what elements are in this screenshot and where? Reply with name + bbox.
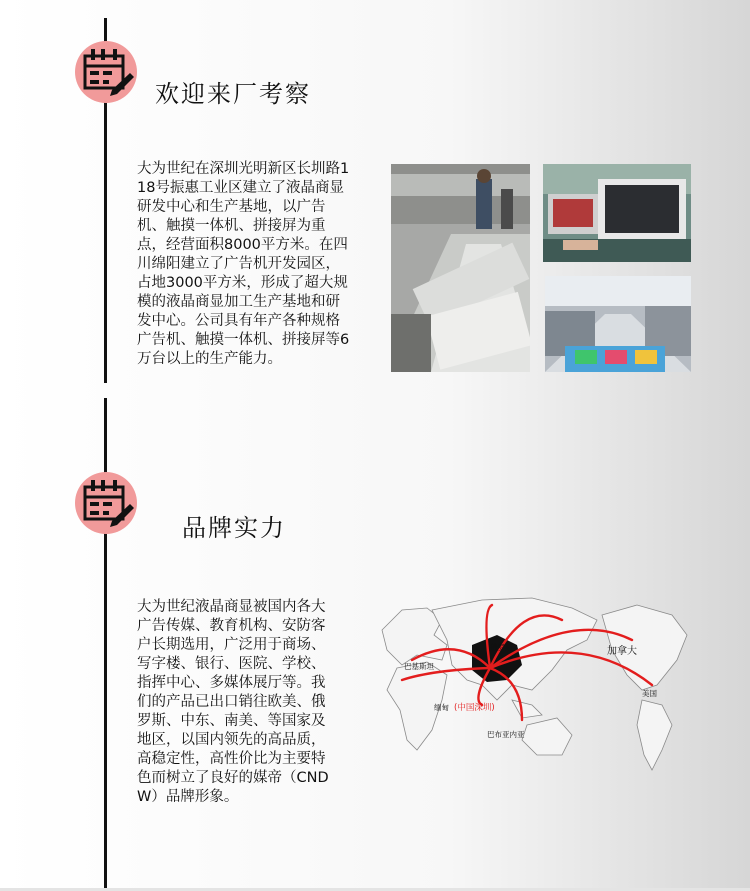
section-title-visit: 欢迎来厂考察 — [155, 80, 311, 108]
map-label-brazil: 巴基斯坦 — [404, 662, 434, 671]
map-label-myanmar: 缅甸 — [434, 703, 449, 712]
factory-photo-hall — [545, 276, 691, 372]
factory-photo-monitors — [543, 164, 691, 262]
map-label-usa: 美国 — [642, 689, 657, 698]
map-label-canada: 加拿大 — [607, 646, 637, 657]
map-label-shenzhen: (中国深圳) — [454, 703, 495, 713]
map-label-russia: 俄罗斯 — [490, 643, 513, 652]
factory-photo-workers — [391, 164, 530, 372]
map-label-png: 巴布亚内亚 — [487, 730, 525, 739]
section-title-brand: 品牌实力 — [182, 514, 286, 542]
brand-paragraph: 大为世纪液晶商显被国内各大广告传媒、教育机构、安防客户长期选用，广泛用于商场、写字楼、银行、医院、学校、指挥中心、多媒体展厅等。我们的产品已出口销往欧美、俄罗斯、中东、南美、等国家及地区，以国内领先的高品质，高稳定性，高性价比为主要特色而树立了良好的媒帝（CNDW）品牌形象。 — [137, 599, 329, 805]
intro-paragraph: 大为世纪在深圳光明新区长圳路118号振惠工业区建立了液晶商显研发中心和生产基地，以广告机、触摸一体机、拼接屏为重点，经营面积8000平方米。在四川绵阳建立了广告机开发园区，占地3000平方米，形成了超大规模的液晶商显加工生产基地和研发中心。公司具有年产各种规格广告机、触摸一体机、拼接屏等6万台以上的生产能力。 — [137, 161, 350, 367]
calendar-icon — [74, 471, 138, 535]
world-export-map — [372, 590, 692, 775]
calendar-icon — [74, 40, 138, 104]
